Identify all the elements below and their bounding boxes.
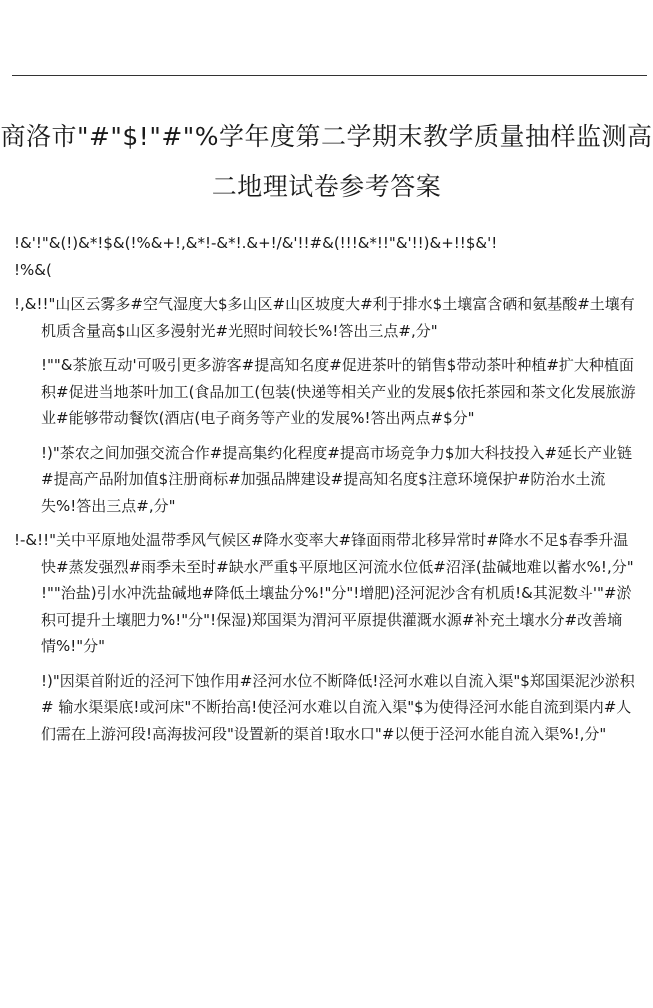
answer-body [14,230,639,747]
answer-line-choices: !&'!"&(!)&*!$&(!%&+!,&*!-&*!.&+!/&'!!#&(!!!&*!!"&'!!)&+!!$&'! [14,234,498,252]
answer-q15-part2: !""&茶旅互动'可吸引更多游客#提高知名度#促进茶叶的销售$带动茶叶种植#扩大种植面积#促进当地茶叶加工(食品加工(包装(快递等相关产业的发展$依托茶园和茶文化发展旅游业#能够带动餐饮(酒店(电子商务等产业的发展%!答出两点#$分" [41,356,636,427]
page-title [0,112,653,212]
answer-q16-part3: !)"因渠首附近的泾河下蚀作用#泾河水位不断降低!泾河水难以自流入渠"$郑国渠泥沙淤积# 输水渠渠底!或河床"不断抬高!使泾河水难以自流入渠"$为使得泾河水能自流到渠内#人们需在上游河段!高海拔河段"设置新的渠首!取水口"#以便于泾河水能自流入渠%!,分" [41,671,635,743]
title-line-2: 二地理试卷参考答案 [211,172,442,201]
header-rule [12,75,647,76]
answer-q15-part3: !)"茶农之间加强交流合作#提高集约化程度#提高市场竞争力$加大科技投入#延长产业链#提高产品附加值$注册商标#加强品牌建设#提高知名度$注意环境保护#防治水土流失%!答出三点#,分" [41,443,633,515]
answer-line-choices-end: !%&( [14,260,52,279]
title-line-1: 商洛市"#"$!"#"%学年度第二学期末教学质量抽样监测高 [0,122,653,151]
answer-q15-part1: !,&!!"山区云雾多#空气湿度大$多山区#山区坡度大#利于排水$土壤富含硒和氨基酸#土壤有机质含量高$山区多漫射光#光照时间较长%!答出三点#,分" [14,295,635,340]
answer-q16-part1: !-&!!"关中平原地处温带季风气候区#降水变率大#锋面雨带北移异常时#降水不足$春季升温快#蒸发强烈#雨季未至时#缺水严重$平原地区河流水位低#沼泽(盐碱地难以蓄水%!,分" !""治盐)引水冲洗盐碱地#降低土壤盐分%!"分"!增肥)泾河泥沙含有机质!&其泥数斗'"#淤积可提升土壤肥力%!"分"!保湿)郑国渠为渭河平原提供灌溉水源#补充土壤水分#改善墒情%!"分" [14,531,634,655]
